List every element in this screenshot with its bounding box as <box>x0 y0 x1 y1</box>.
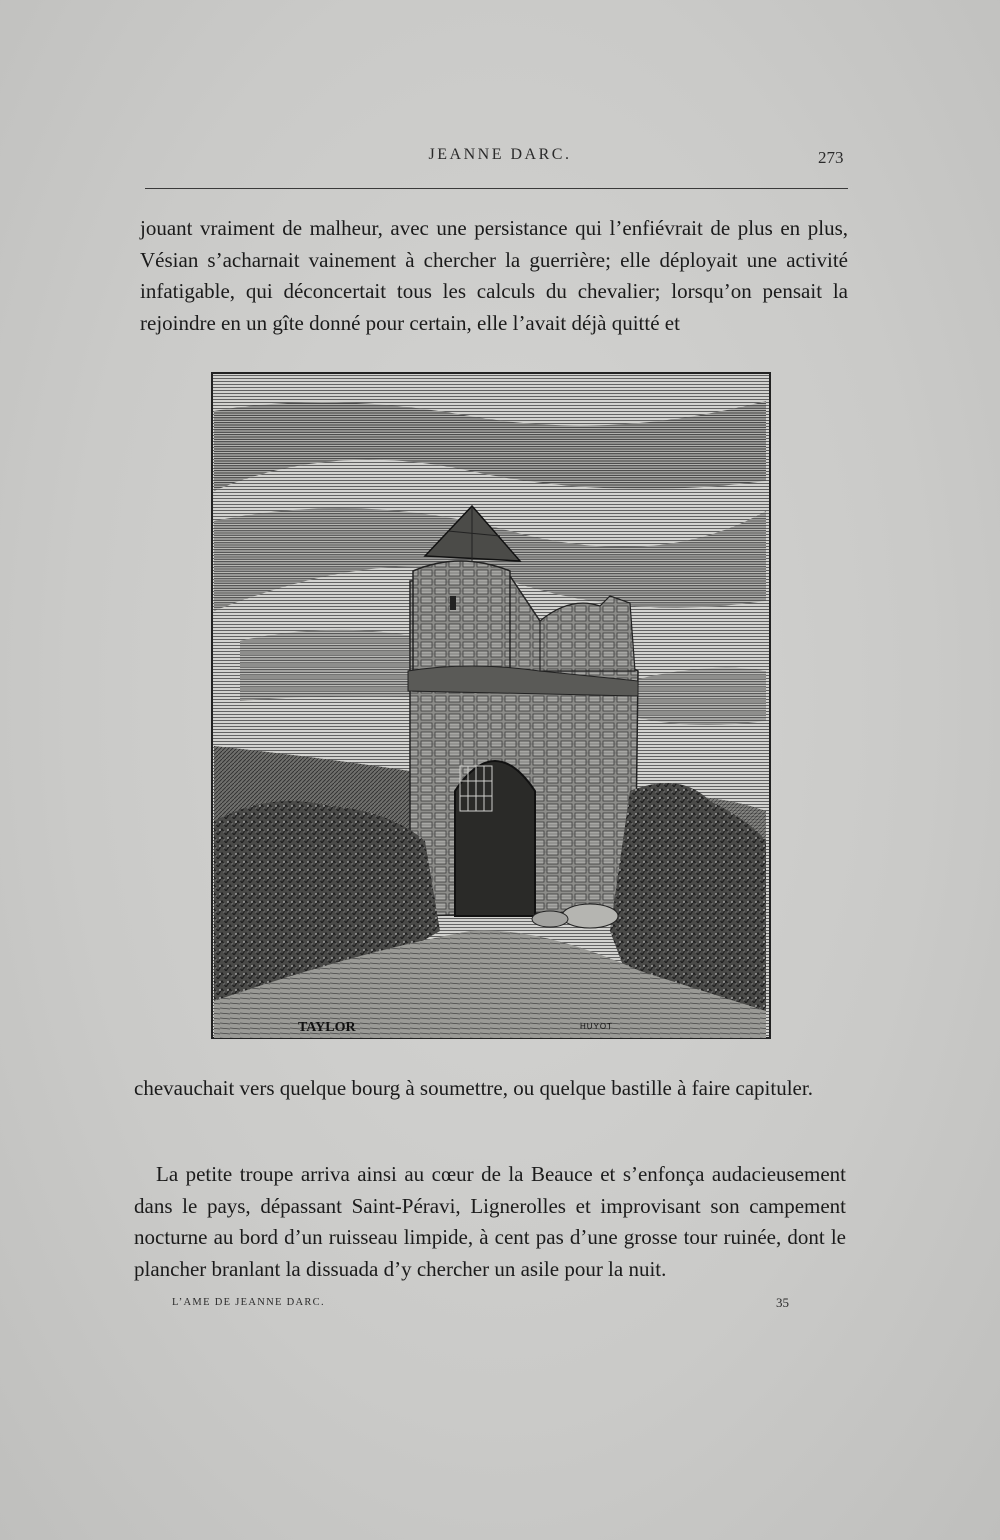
signature-mark: L’AME DE JEANNE DARC. <box>172 1297 325 1308</box>
tower-engraving <box>210 371 772 1040</box>
sheet-number: 35 <box>776 1295 789 1310</box>
running-title: JEANNE DARC. <box>428 146 572 163</box>
page-number: 273 <box>818 148 844 167</box>
artist-signature: TAYLOR <box>298 1020 356 1035</box>
paragraph-2: chevauchait vers quelque bourg à soumettre, ou quelque bastille à faire capituler. <box>134 1076 813 1100</box>
tower-doorway <box>455 761 535 916</box>
engraver-signature: HUYOT <box>580 1022 613 1031</box>
paragraph-3: La petite troupe arriva ainsi au cœur de la Beauce et s’enfonça audacieusement dans le pays, dépassant Saint-Péravi, Lignerolles et improvisant son campement nocturne au bord d’un ruisseau limpide, à cent pas d’une grosse tour ruinée, dont le plancher branlant la dissuada d’y chercher un asile pour la nuit. <box>134 1162 846 1281</box>
header-rule <box>145 188 848 189</box>
paragraph-1: jouant vraiment de malheur, avec une persistance qui l’enfiévrait de plus en plus, Vésian s’acharnait vainement à chercher la guerrière; elle déployait une activité infatigable, qui déconcertait tous les calculs du chevalier; lorsqu’on pensait la rejoindre en un gîte donné pour certain, elle l’avait déjà quitté et <box>140 216 848 335</box>
